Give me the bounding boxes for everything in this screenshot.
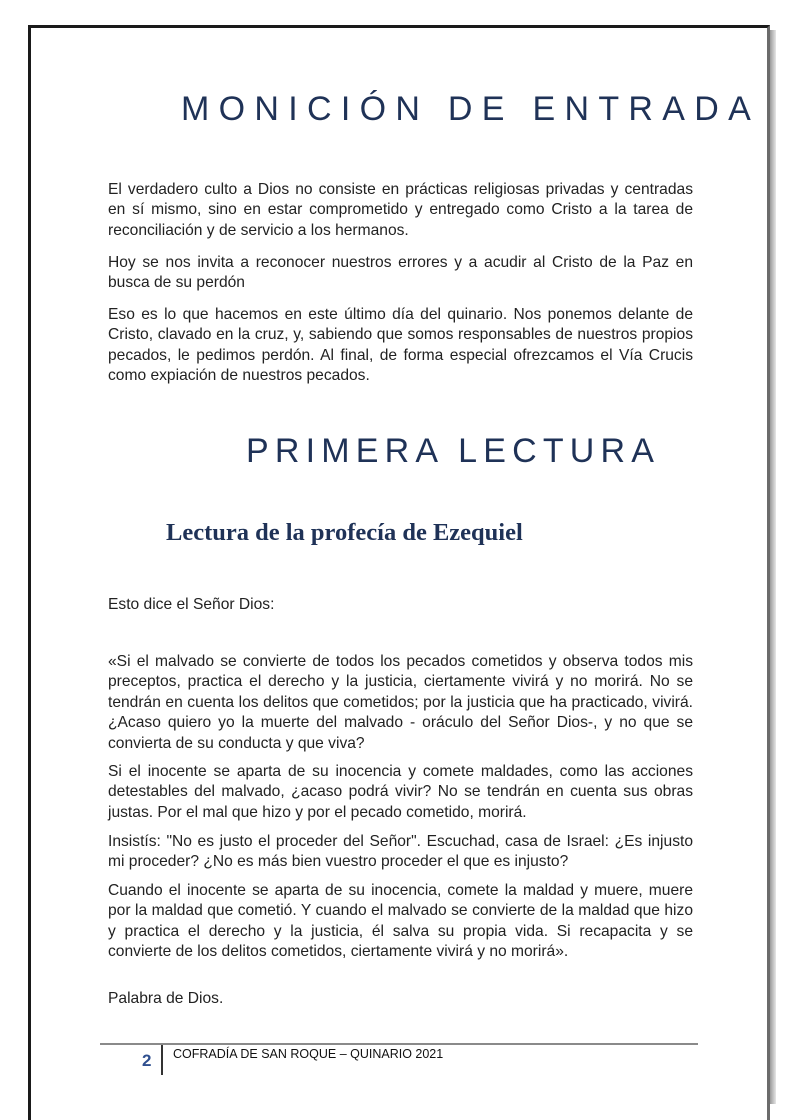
page-number: 2: [142, 1051, 152, 1070]
lectura-paragraph-3: Insistís: "No es justo el proceder del Señor". Escuchad, casa de Israel: ¿Es injusto mi proceder? ¿No es más bien vuestro proceder el que es injusto?: [108, 833, 693, 871]
lectura-intro: Esto dice el Señor Dios:: [108, 596, 275, 613]
footer-rule: [100, 1043, 698, 1045]
monicion-paragraph-2: Hoy se nos invita a reconocer nuestros errores y a acudir al Cristo de la Paz en busca de su perdón: [108, 254, 693, 292]
lectura-subtitle: Lectura de la profecía de Ezequiel: [166, 519, 523, 546]
lectura-paragraph-1: «Si el malvado se convierte de todos los pecados cometidos y observa todos mis preceptos, practica el derecho y la justicia, ciertamente vivirá y no morirá. No se tendrán en cuenta los delitos que cometidos; por la justicia que ha practicado, vivirá. ¿Acaso quiero yo la muerte del malvado - oráculo del Señor Dios-, y no que se convierta de su conducta y que viva?: [108, 653, 693, 752]
lectura-paragraph-4: Cuando el inocente se aparta de su inocencia, comete la maldad y muere, muere por la maldad que cometió. Y cuando el malvado se convierte de la maldad que hizo y practica el derecho y la justicia, él salva su propia vida. Si recapacita y se convierte de los delitos cometidos, ciertamente vivirá y no morirá».: [108, 882, 693, 961]
lectura-paragraph-2: Si el inocente se aparta de su inocencia y comete maldades, como las acciones detestables del malvado, ¿acaso podrá vivir? No se tendrán en cuenta sus obras justas. Por el mal que hizo y por el pecado cometido, morirá.: [108, 763, 693, 821]
page-shadow: [770, 30, 776, 1104]
lectura-closing: Palabra de Dios.: [108, 990, 224, 1007]
footer-divider: [161, 1045, 163, 1075]
lectura-heading: PRIMERA LECTURA: [246, 432, 661, 470]
footer-text: COFRADÍA DE SAN ROQUE – QUINARIO 2021: [173, 1047, 444, 1061]
monicion-paragraph-3: Eso es lo que hacemos en este último día del quinario. Nos ponemos delante de Cristo, clavado en la cruz, y, sabiendo que somos responsables de nuestros propios pecados, le pedimos perdón. Al final, de forma especial ofrezcamos el Vía Crucis como expiación de nuestros pecados.: [108, 306, 693, 385]
monicion-paragraph-1: El verdadero culto a Dios no consiste en prácticas religiosas privadas y centradas en sí mismo, sino en estar comprometido y entregado como Cristo a la tarea de reconciliación y de servicio a los hermanos.: [108, 181, 693, 239]
monicion-heading: MONICIÓN DE ENTRADA: [181, 90, 761, 128]
